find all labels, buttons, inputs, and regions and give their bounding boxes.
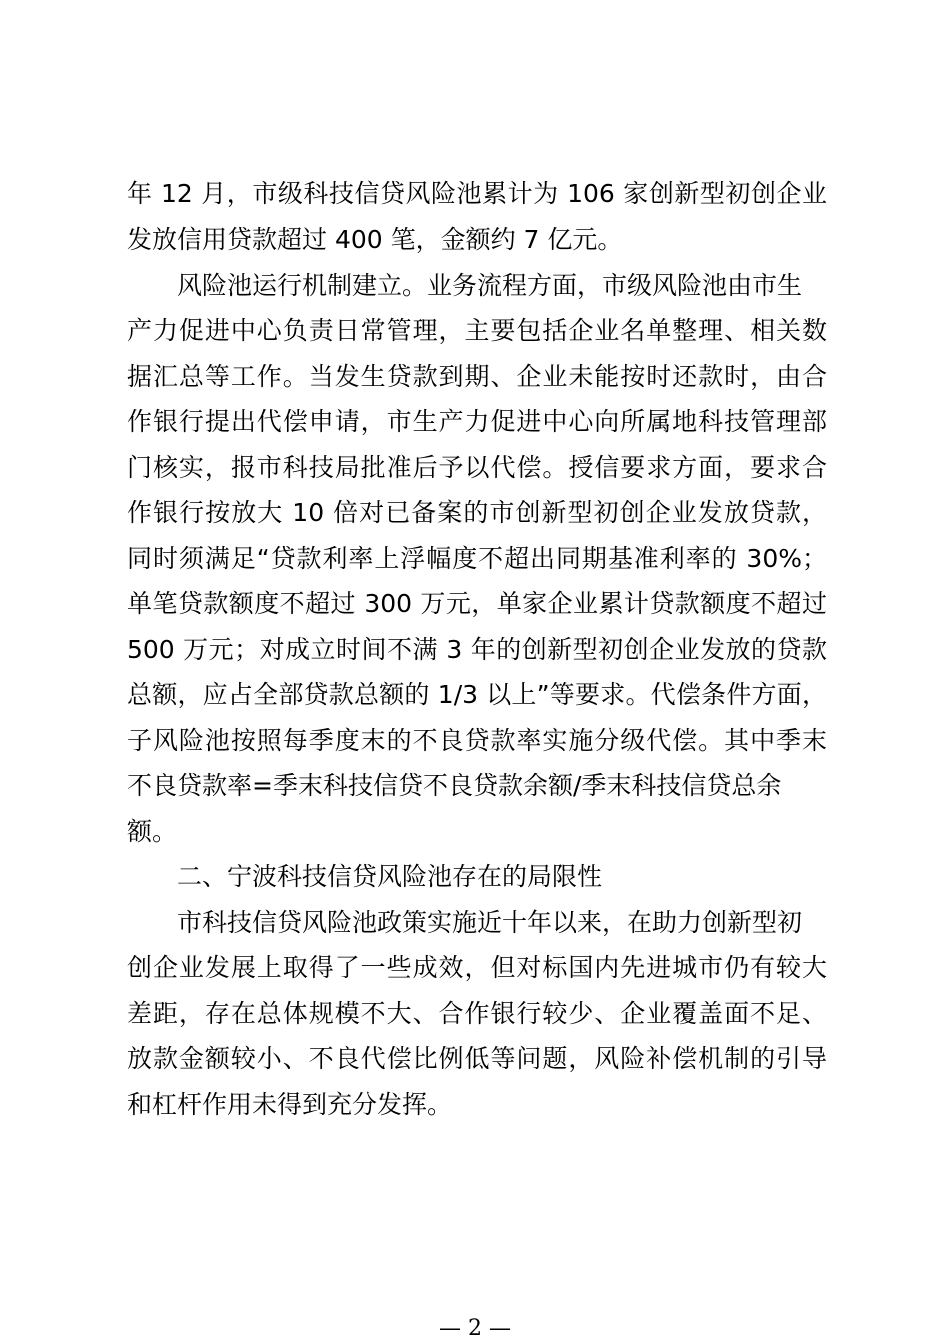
paragraph-line: 发放信用贷款超过 400 笔，金额约 7 亿元。 (127, 225, 623, 254)
paragraph-line: 500 万元；对成立时间不满 3 年的创新型初创企业发放的贷款 (127, 635, 827, 664)
section-heading: 二、宁波科技信贷风险池存在的局限性 (177, 862, 603, 891)
paragraph-line: 同时须满足“贷款利率上浮幅度不超出同期基准利率的 30%； (127, 544, 827, 573)
paragraph-line: 据汇总等工作。当发生贷款到期、企业未能按时还款时，由合 (127, 362, 827, 391)
paragraph-line: 子风险池按照每季度末的不良贷款率实施分级代偿。其中季末 (127, 726, 827, 755)
paragraph-line: 门核实，报市科技局批准后予以代偿。授信要求方面，要求合 (127, 453, 827, 482)
paragraph-line: 不良贷款率=季末科技信贷不良贷款余额/季末科技信贷总余 (127, 771, 782, 800)
paragraph-line: 市科技信贷风险池政策实施近十年以来，在助力创新型初 (177, 908, 803, 937)
paragraph-line: 年 12 月，市级科技信贷风险池累计为 106 家创新型初创企业 (127, 179, 827, 208)
paragraph-line: 和杠杆作用未得到充分发挥。 (127, 1090, 453, 1119)
paragraph-line: 总额，应占全部贷款总额的 1/3 以上”等要求。代偿条件方面， (127, 680, 827, 709)
paragraph-line: 额。 (127, 817, 178, 846)
paragraph-line: 差距，存在总体规模不大、合作银行较少、企业覆盖面不足、 (127, 999, 827, 1028)
paragraph-line: 作银行提出代偿申请，市生产力促进中心向所属地科技管理部 (127, 407, 827, 436)
page-number: — 2 — (439, 1316, 511, 1341)
paragraph-line: 作银行按放大 10 倍对已备案的市创新型初创企业发放贷款， (127, 498, 827, 527)
paragraph-line: 风险池运行机制建立。业务流程方面，市级风险池由市生 (177, 271, 803, 300)
paragraph-line: 创企业发展上取得了一些成效，但对标国内先进城市仍有较大 (127, 953, 827, 982)
paragraph-line: 单笔贷款额度不超过 300 万元，单家企业累计贷款额度不超过 (127, 589, 827, 618)
paragraph-line: 放款金额较小、不良代偿比例低等问题，风险补偿机制的引导 (127, 1044, 827, 1073)
paragraph-line: 产力促进中心负责日常管理，主要包括企业名单整理、相关数 (127, 316, 827, 345)
